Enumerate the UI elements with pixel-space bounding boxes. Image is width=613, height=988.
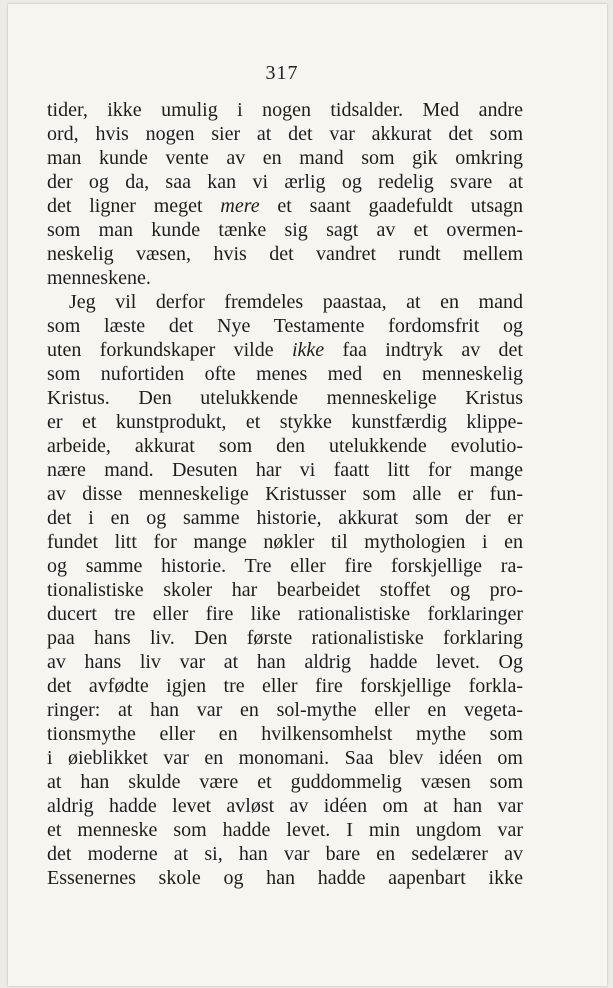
text-line (47, 98, 523, 122)
text-line (47, 242, 523, 266)
text-line (47, 434, 523, 458)
text-segment: er et kunstprodukt, et stykke kunstfærdig klippe- (47, 411, 523, 433)
text-line (47, 458, 523, 482)
text-line (47, 770, 523, 794)
text-line (47, 626, 523, 650)
text-segment: av disse menneskelige Kristusser som alle er fun- (47, 483, 523, 505)
text-line (47, 530, 523, 554)
text-segment: av hans liv var at han aldrig hadde levet. Og (47, 651, 523, 673)
text-line (47, 722, 523, 746)
text-line (47, 578, 523, 602)
text-line (47, 194, 523, 218)
text-segment: tionalistiske skoler har bearbeidet stoffet og pro- (47, 579, 523, 601)
text-segment: fundet litt for mange nøkler til mythologien i en (47, 531, 523, 553)
text-segment: ringer: at han var en sol-mythe eller en vegeta- (47, 699, 523, 721)
text-line (47, 170, 523, 194)
emphasized-word: mere (220, 195, 260, 217)
text-segment: aldrig hadde levet avløst av idéen om at han var (47, 795, 523, 817)
text-segment: et saant gaadefuldt utsagn (259, 195, 523, 217)
text-line (47, 842, 523, 866)
text-line (47, 362, 523, 386)
text-segment: det moderne at si, han var bare en sedelærer av (47, 843, 523, 865)
text-segment: tionsmythe eller en hvilkensomhelst mythe som (47, 723, 523, 745)
text-segment: ord, hvis nogen sier at det var akkurat det som (47, 123, 523, 145)
text-segment: som nufortiden ofte menes med en menneskelig (47, 363, 523, 385)
body-text (47, 98, 523, 890)
text-segment: at han skulde være et guddommelig væsen som (47, 771, 523, 793)
text-line (47, 218, 523, 242)
text-line (47, 674, 523, 698)
text-segment: og samme historie. Tre eller fire forskjellige ra- (47, 555, 523, 577)
text-segment: det ligner meget (47, 195, 221, 217)
text-line (47, 266, 523, 290)
page-number: 317 (265, 62, 299, 84)
text-segment: Jeg vil derfor fremdeles paastaa, at en mand (69, 291, 523, 313)
text-segment: tider, ikke umulig i nogen tidsalder. Med andre (47, 99, 523, 121)
text-segment: man kunde vente av en mand som gik omkring (47, 147, 523, 169)
text-line (47, 386, 523, 410)
text-line (47, 818, 523, 842)
text-segment: der og da, saa kan vi ærlig og redelig svare at (47, 171, 523, 193)
text-segment: faa indtryk av det (324, 339, 523, 361)
text-line (47, 602, 523, 626)
text-line (47, 866, 523, 890)
book-page (8, 4, 607, 986)
text-segment: neskelig væsen, hvis det vandret rundt mellem (47, 243, 523, 265)
text-segment: menneskene. (47, 267, 151, 289)
text-segment: det i en og samme historie, akkurat som der er (47, 507, 523, 529)
text-line (47, 146, 523, 170)
text-line (47, 506, 523, 530)
text-segment: uten forkundskaper vilde (47, 339, 292, 361)
text-segment: i øieblikket var en monomani. Saa blev idéen om (47, 747, 523, 769)
text-line (47, 698, 523, 722)
text-segment: Essenernes skole og han hadde aapenbart ikke (47, 867, 523, 889)
text-segment: Kristus. Den utelukkende menneskelige Kristus (47, 387, 523, 409)
text-line (47, 650, 523, 674)
text-segment: arbeide, akkurat som den utelukkende evolutio- (47, 435, 523, 457)
text-line (47, 338, 523, 362)
text-segment: nære mand. Desuten har vi faatt litt for mange (47, 459, 523, 481)
emphasized-word: ikke (291, 339, 325, 361)
text-segment: et menneske som hadde levet. I min ungdom var (47, 819, 523, 841)
text-line (47, 746, 523, 770)
text-line (47, 410, 523, 434)
text-segment: som man kunde tænke sig sagt av et overmen- (47, 219, 523, 241)
text-line (47, 290, 523, 314)
text-segment: som læste det Nye Testamente fordomsfrit og (47, 315, 523, 337)
text-line (47, 554, 523, 578)
text-segment: ducert tre eller fire like rationalistiske forklaringer (47, 603, 523, 625)
text-segment: det avfødte igjen tre eller fire forskjellige forkla- (47, 675, 523, 697)
text-line (47, 314, 523, 338)
text-line (47, 794, 523, 818)
text-line (47, 122, 523, 146)
text-segment: paa hans liv. Den første rationalistiske forklaring (47, 627, 523, 649)
text-line (47, 482, 523, 506)
